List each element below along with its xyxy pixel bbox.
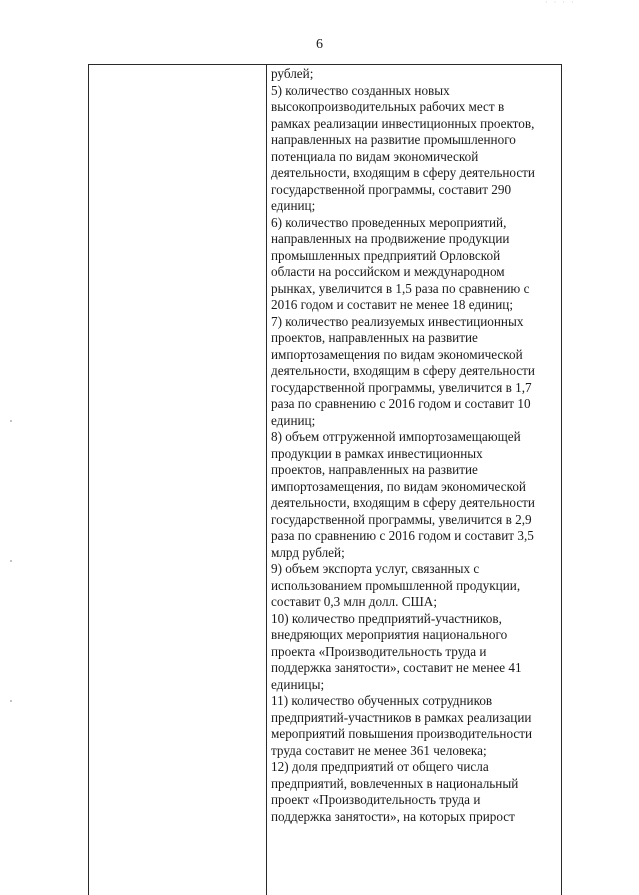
text-line: государственной программы, увеличится в 1,7: [271, 379, 532, 395]
text-line: области на российском и международном: [271, 264, 505, 279]
text-line: проекта «Производительность труда и: [271, 643, 487, 659]
text-line: промышленных предприятий Орловской: [271, 247, 501, 263]
text-line: деятельности, входящим в сферу деятельности: [271, 363, 535, 378]
margin-speck: [10, 420, 12, 422]
text-line: рамках реализации инвестиционных проектов,: [271, 115, 535, 131]
text-line: деятельности, входящим в сферу деятельности: [271, 165, 535, 180]
text-line: импортозамещения, по видам экономической: [271, 478, 526, 494]
scan-artifact: · · · ·: [545, 0, 576, 7]
text-line: проектов, направленных на развитие: [271, 462, 478, 477]
text-line: государственной программы, увеличится в 2,9: [271, 511, 532, 527]
margin-speck: [10, 700, 12, 702]
text-line: раза по сравнению с 2016 годом и составит 3,5: [271, 528, 534, 543]
document-table: [88, 64, 562, 895]
text-line: направленных на развитие промышленного: [271, 132, 516, 147]
text-line: 2016 годом и составит не менее 18 единиц;: [271, 297, 513, 312]
text-line: млрд рублей;: [271, 544, 345, 560]
text-line: 9) объем экспорта услуг, связанных с: [271, 561, 480, 576]
text-line: 6) количество проведенных мероприятий,: [271, 214, 507, 230]
text-line: поддержка занятости», составит не менее 41: [271, 660, 522, 675]
text-line: рынках, увеличится в 1,5 раза по сравнению с: [271, 280, 530, 296]
text-line: потенциала по видам экономической: [271, 148, 479, 164]
text-line: единицы;: [271, 676, 325, 692]
text-line: единиц;: [271, 198, 316, 213]
text-line: единиц;: [271, 412, 316, 428]
text-line: рублей;: [271, 66, 314, 81]
text-line: 10) количество предприятий-участников,: [271, 610, 502, 626]
text-line: 8) объем отгруженной импортозамещающей: [271, 429, 521, 444]
text-line: составит 0,3 млн долл. США;: [271, 594, 437, 609]
text-line: предприятий, вовлеченных в национальный: [271, 775, 519, 791]
table-right-column: [267, 65, 561, 895]
text-line: предприятий-участников в рамках реализации: [271, 709, 532, 725]
text-line: импортозамещения по видам экономической: [271, 346, 523, 362]
text-line: направленных на продвижение продукции: [271, 231, 510, 246]
text-line: высокопроизводительных рабочих мест в: [271, 99, 505, 114]
text-line: 7) количество реализуемых инвестиционных: [271, 313, 524, 329]
table-left-column: [89, 65, 267, 895]
text-line: труда составит не менее 361 человека;: [271, 742, 487, 758]
text-line: раза по сравнению с 2016 годом и составит 10: [271, 396, 531, 411]
text-line: использованием промышленной продукции,: [271, 577, 521, 593]
text-line: проектов, направленных на развитие: [271, 330, 478, 345]
page-number: 6: [316, 37, 323, 52]
text-line: проект «Производительность труда и: [271, 792, 481, 807]
text-line: внедряющих мероприятия национального: [271, 627, 508, 642]
text-line: 5) количество созданных новых: [271, 82, 450, 98]
text-line: 12) доля предприятий от общего числа: [271, 759, 489, 774]
text-line: государственной программы, составит 290: [271, 181, 512, 197]
margin-speck: [10, 560, 12, 562]
text-line: 11) количество обученных сотрудников: [271, 693, 493, 708]
text-line: мероприятий повышения производительности: [271, 726, 533, 741]
text-line: деятельности, входящим в сферу деятельности: [271, 495, 535, 510]
text-line: продукции в рамках инвестиционных: [271, 445, 483, 461]
text-line: поддержка занятости», на которых прирост: [271, 808, 515, 824]
